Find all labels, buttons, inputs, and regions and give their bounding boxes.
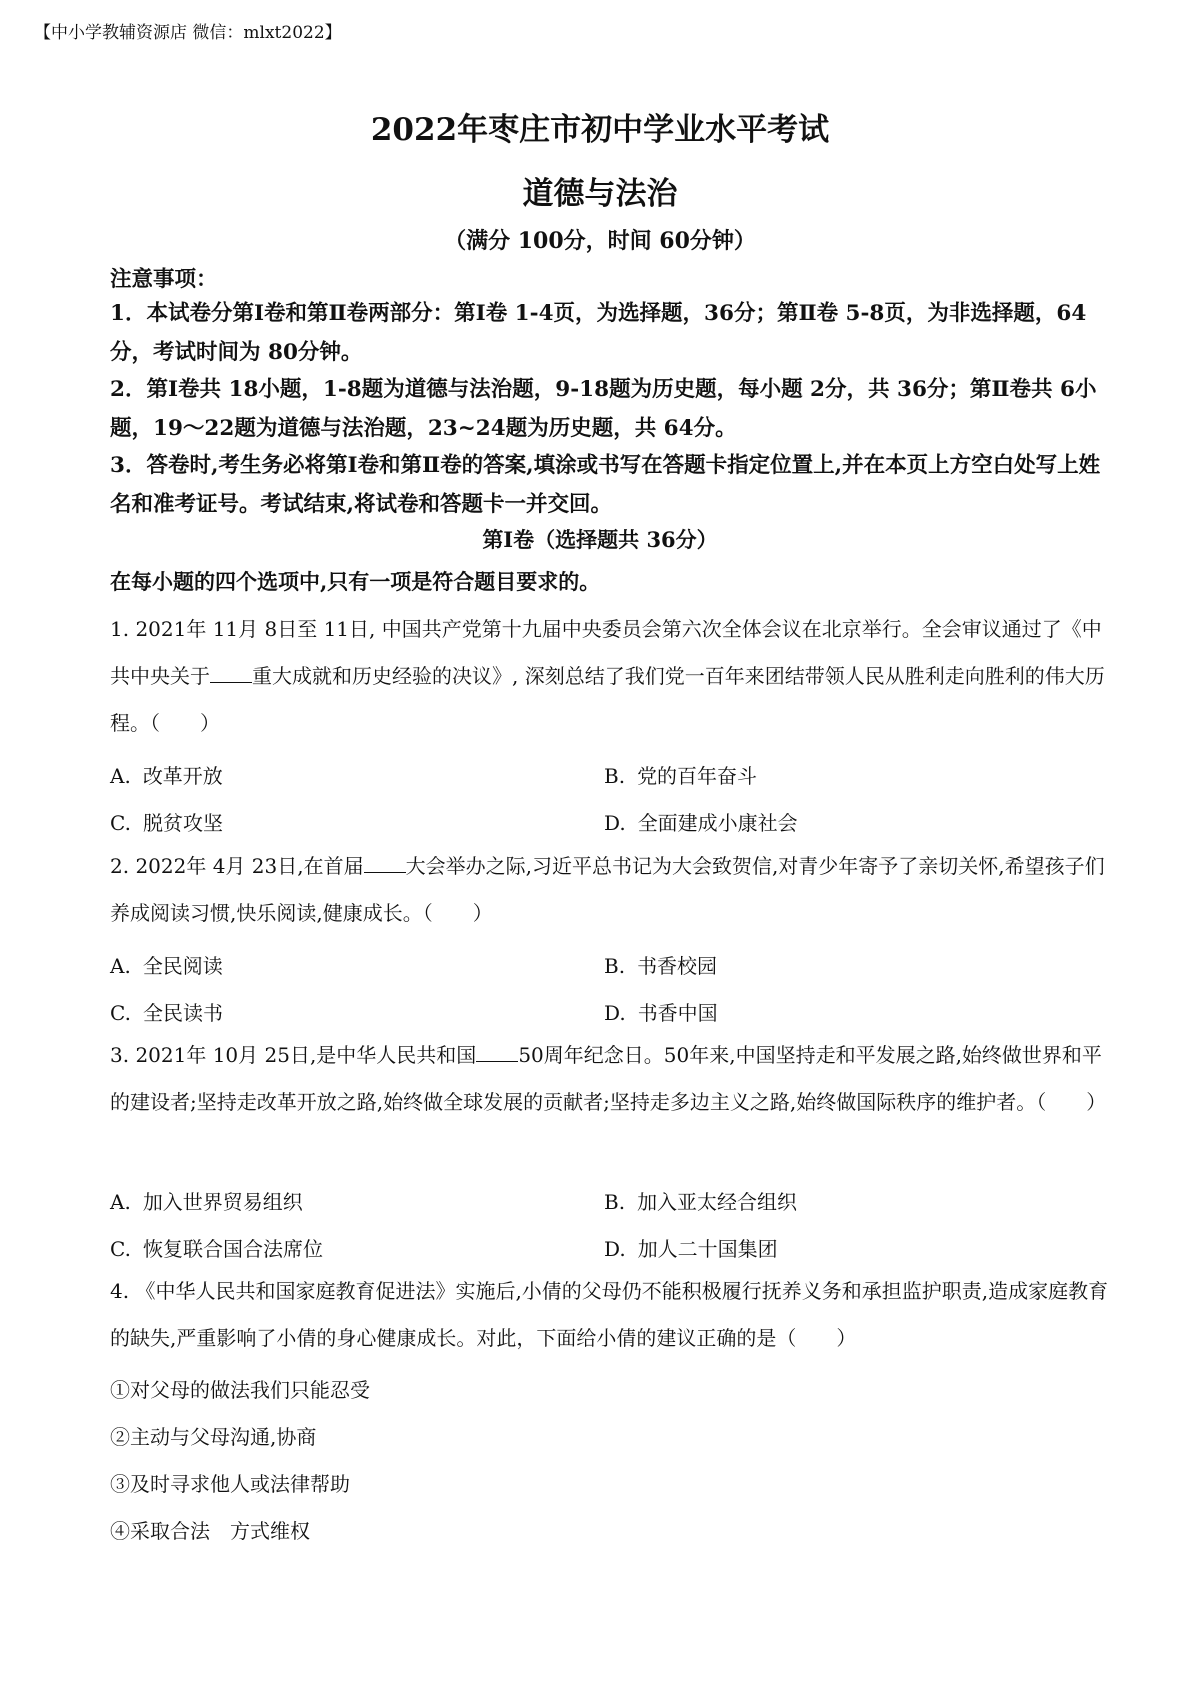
source-watermark: 【中小学教辅资源店 微信：mlxt2022】 bbox=[34, 23, 342, 43]
question-2-option-b: B. 书香校园 bbox=[604, 954, 718, 978]
score-time-note: （满分 100分，时间 60分钟） bbox=[444, 228, 756, 254]
exam-title: 2022年枣庄市初中学业水平考试 bbox=[370, 112, 830, 148]
notice-heading: 注意事项： bbox=[110, 267, 218, 292]
question-3-stem-end: 50周年纪念日。50年来,中国坚持走和平发展之路,始终做世界和平的建设者;坚持走改革开放之路,始终做全球发展的贡献者;坚持走多边主义之路,始终做国际秩序的维护者。（ ） bbox=[110, 1043, 1107, 1114]
question-3-option-b: B. 加入亚太经合组织 bbox=[604, 1190, 798, 1214]
question-2-stem-start: 2. 2022年 4月 23日,在首届 bbox=[110, 854, 364, 878]
question-1-stem-end: 重大成就和历史经验的决议》, 深刻总结了我们党一百年来团结带领人民从胜利走向胜利的伟大历程。（ ） bbox=[110, 664, 1105, 735]
notice-item-3: 3．答卷时,考生务必将第Ⅰ卷和第Ⅱ卷的答案,填涂或书写在答题卡指定位置上,并在本页上方空白处写上姓名和准考证号。考试结束,将试卷和答题卡一并交回。 bbox=[110, 453, 1101, 517]
question-1-option-b: B. 党的百年奋斗 bbox=[604, 764, 758, 788]
question-1-option-a: A. 改革开放 bbox=[110, 764, 223, 788]
question-1-option-d: D. 全面建成小康社会 bbox=[604, 811, 798, 835]
question-4-statement-3: ③及时寻求他人或法律帮助 bbox=[110, 1472, 350, 1496]
question-4-statement-1: ①对父母的做法我们只能忍受 bbox=[110, 1378, 370, 1402]
question-3-stem bbox=[110, 1032, 1120, 1126]
question-1-stem-start: 1. 2021年 11月 8日至 11日, 中国共产党第十九届中央委员会第六次全体会议在北京举行。全会审议通过了《中共中央关于 bbox=[110, 617, 1102, 688]
question-1-stem bbox=[110, 606, 1120, 747]
question-2-stem-end: 大会举办之际,习近平总书记为大会致贺信,对青少年寄予了亲切关怀,希望孩子们养成阅读习惯,快乐阅读,健康成长。（ ） bbox=[110, 854, 1105, 925]
question-4-statement-2: ②主动与父母沟通,协商 bbox=[110, 1425, 317, 1449]
answer-blank bbox=[476, 1043, 518, 1062]
question-3-option-a: A. 加入世界贸易组织 bbox=[110, 1190, 303, 1214]
question-3-option-d: D. 加人二十国集团 bbox=[604, 1237, 778, 1261]
question-3-stem-start: 3. 2021年 10月 25日,是中华人民共和国 bbox=[110, 1043, 477, 1067]
question-2-option-c: C. 全民读书 bbox=[110, 1001, 223, 1025]
question-2-option-d: D. 书香中国 bbox=[604, 1001, 718, 1025]
notice-item-2: 2．第Ⅰ卷共 18小题，1-8题为道德与法治题，9-18题为历史题，每小题 2分，共 36分；第Ⅱ卷共 6小题，19～22题为道德与法治题，23~24题为历史题，共 64分。 bbox=[110, 377, 1097, 441]
question-3-option-c: C. 恢复联合国合法席位 bbox=[110, 1237, 323, 1261]
section-title: 第Ⅰ卷（选择题共 36分） bbox=[482, 527, 718, 552]
question-2-stem bbox=[110, 843, 1120, 937]
question-4-stem: 4. 《中华人民共和国家庭教育促进法》实施后,小倩的父母仍不能积极履行抚养义务和承担监护职责,造成家庭教育的缺失,严重影响了小倩的身心健康成长。对此，下面给小倩的建议正确的是（ ） bbox=[110, 1279, 1109, 1350]
question-4-statement-4: ④采取合法 方式维权 bbox=[110, 1519, 310, 1543]
answer-blank bbox=[210, 664, 252, 683]
subject-title: 道德与法治 bbox=[522, 176, 678, 212]
question-1-option-c: C. 脱贫攻坚 bbox=[110, 811, 223, 835]
notice-item-1: 1．本试卷分第Ⅰ卷和第Ⅱ卷两部分：第Ⅰ卷 1-4页，为选择题，36分；第Ⅱ卷 5-8页，为非选择题，64分，考试时间为 80分钟。 bbox=[110, 301, 1087, 365]
section-instruction: 在每小题的四个选项中,只有一项是符合题目要求的。 bbox=[110, 569, 601, 594]
question-2-option-a: A. 全民阅读 bbox=[110, 954, 223, 978]
answer-blank bbox=[364, 854, 406, 873]
